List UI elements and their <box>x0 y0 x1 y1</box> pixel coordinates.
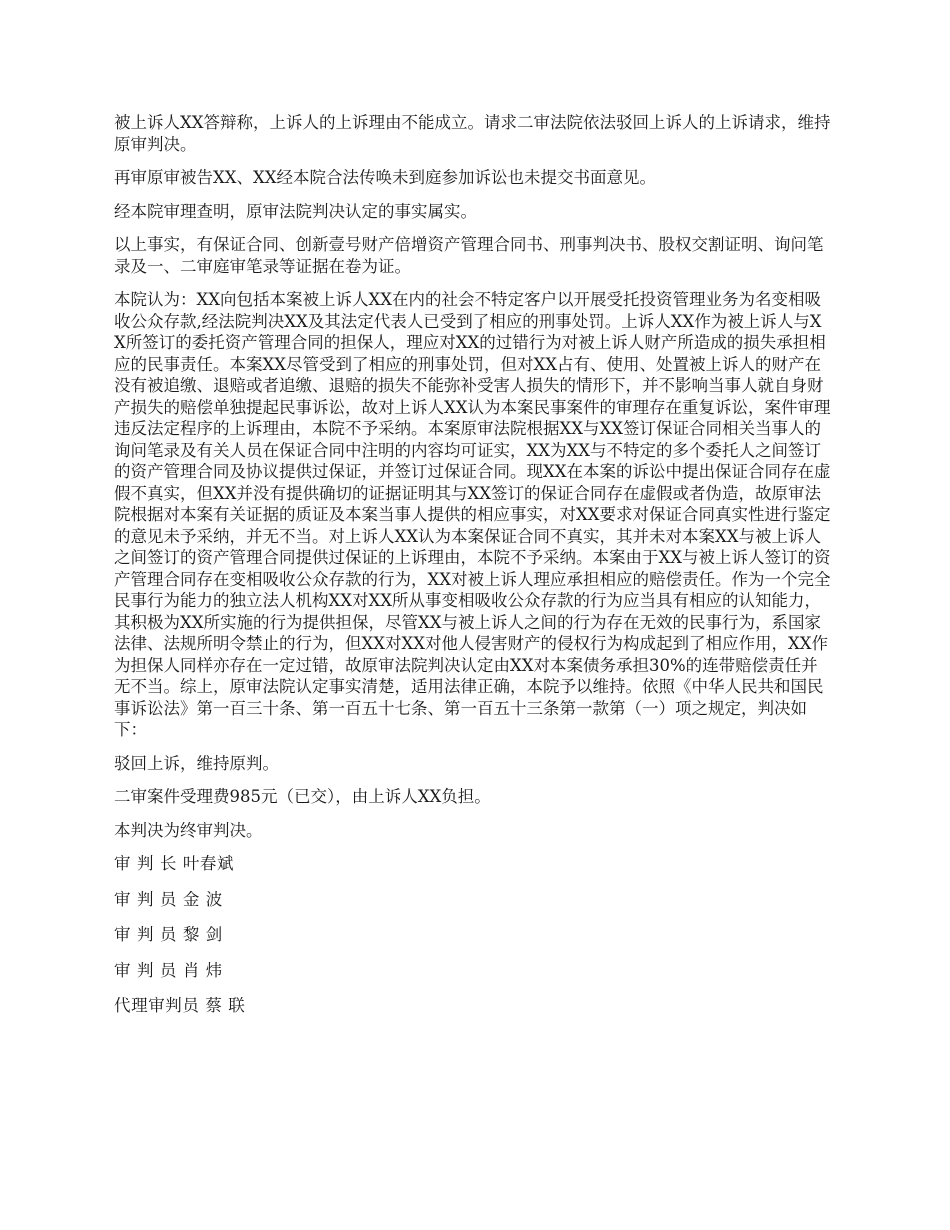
evidence-paragraph: 以上事实，有保证合同、创新壹号财产倍增资产管理合同书、刑事判决书、股权交割证明、询问笔录及一、二审庭审笔录等证据在卷为证。 <box>114 235 824 276</box>
court-fee-paragraph: 二审案件受理费985元（已交），由上诉人XX负担。 <box>114 787 491 806</box>
judge-signature-3: 审 判 员 肖 炜 <box>114 960 223 980</box>
judge-signature-1: 审 判 员 金 波 <box>114 889 223 909</box>
appellee-defense-paragraph: 被上诉人XX答辩称，上诉人的上诉理由不能成立。请求二审法院依法驳回上诉人的上诉请求，维持原审判决。 <box>114 113 831 154</box>
judgment-document <box>114 112 832 1031</box>
presiding-judge-signature: 审 判 长 叶春斌 <box>114 854 235 873</box>
absent-defendants-paragraph: 再审原审被告XX、XX经本院合法传唤未到庭参加诉讼也未提交书面意见。 <box>114 168 656 187</box>
final-judgment-paragraph: 本判决为终审判决。 <box>114 820 263 840</box>
ruling-paragraph: 驳回上诉，维持原判。 <box>114 753 279 773</box>
acting-judge-signature: 代理审判员 蔡 联 <box>114 996 246 1015</box>
court-opinion-paragraph: 本院认为：XX向包括本案被上诉人XX在内的社会不特定客户以开展受托投资管理业务为名变相吸收公众存款,经法院判决XX及其法定代表人已受到了相应的刑事处罚。上诉人XX作为被上诉人与XX所签订的委托资产管理合同的担保人，理应对XX的过错行为对被上诉人财产所造成的损失承担相应的民事责任。本案XX尽管受到了相应的刑事处罚，但对XX占有、使用、处置被上诉人的财产在没有被追缴、退赔或者追缴、退赔的损失不能弥补受害人损失的情形下，并不影响当事人就自身财产损失的赔偿单独提起民事诉讼，故对上诉人XX认为本案民事案件的审理存在重复诉讼，案件审理违反法定程序的上诉理由，本院不予采纳。本案原审法院根据XX与XX签订保证合同相关当事人的询问笔录及有关人员在保证合同中注明的内容均可证实，XX为XX与不特定的多个委托人之间签订的资产管理合同及协议提供过保证，并签订过保证合同。现XX在本案的诉讼中提出保证合同存在虚假不真实，但XX并没有提供确切的证据证明其与XX签订的保证合同存在虚假或者伪造，故原审法院根据对本案有关证据的质证及本案当事人提供的相应事实，对XX要求对保证合同真实性进行鉴定的意见未予采纳，并无不当。对上诉人XX认为本案保证合同不真实，其并未对本案XX与被上诉人之间签订的资产管理合同提供过保证的上诉理由，本院不予采纳。本案由于XX与被上诉人签订的资产管理合同存在变相吸收公众存款的行为，XX对被上诉人理应承担相应的赔偿责任。作为一个完全民事行为能力的独立法人机构XX对XX所从事变相吸收公众存款的行为应当具有相应的认知能力，其积极为XX所实施的行为提供担保，尽管XX与被上诉人之间的行为存在无效的民事行为，系国家法律、法规所明令禁止的行为，但XX对XX对他人侵害财产的侵权行为构成起到了相应作用，XX作为担保人同样亦存在一定过错，故原审法院判决认定由XX对本案债务承担30%的连带赔偿责任并无不当。综上，原审法院认定事实清楚，适用法律正确，本院予以维持。依照《中华人民共和国民事诉讼法》第一百三十条、第一百五十七条、第一百五十三条第一款第（一）项之规定，判决如下： <box>114 290 831 739</box>
signature-block <box>114 853 832 1017</box>
facts-confirmed-paragraph: 经本院审理查明，原审法院判决认定的事实属实。 <box>114 201 477 221</box>
judge-signature-2: 审 判 员 黎 剑 <box>114 925 223 944</box>
